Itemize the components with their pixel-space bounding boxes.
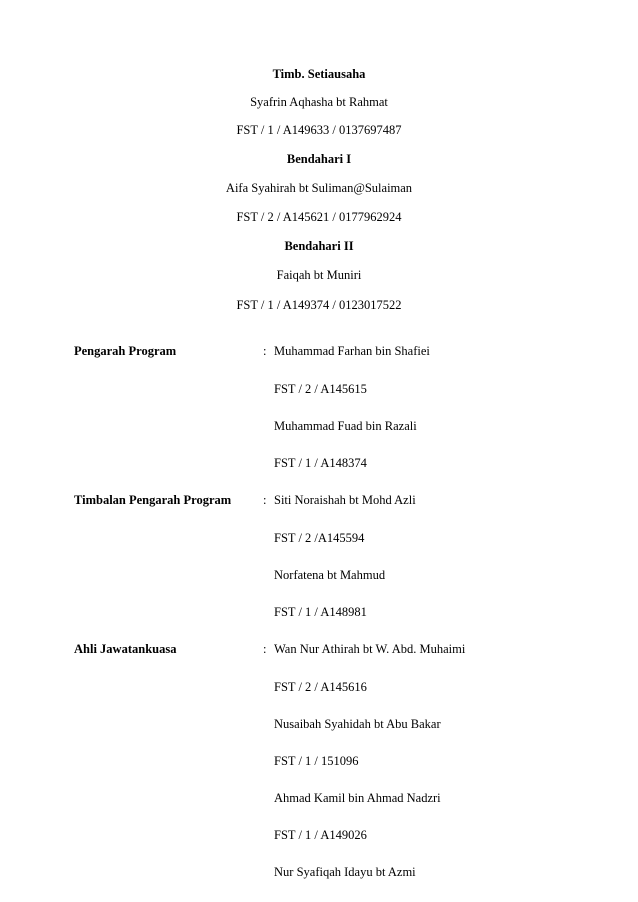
timb-setiausaha-id: FST / 1 / A149633 / 0137697487 [236,123,402,137]
timb-setiausaha-name: Syafrin Aqhasha bt Rahmat [250,95,388,109]
ajk-line-1: Wan Nur Athirah bt W. Abd. Muhaimi [274,642,466,656]
ajk-line-5: Ahmad Kamil bin Ahmad Nadzri [274,791,441,805]
timbalan-pengarah-colon: : [263,493,267,507]
pengarah-line-3: Muhammad Fuad bin Razali [274,419,417,433]
ajk-line-4: FST / 1 / 151096 [274,754,359,768]
bendahari-1-title: Bendahari I [286,152,352,166]
ajk-line-2: FST / 2 / A145616 [274,680,367,694]
timbalan-line-1: Siti Noraishah bt Mohd Azli [274,493,416,507]
ahli-jawatankuasa-colon: : [263,642,267,656]
bendahari-1-name: Aifa Syahirah bt Suliman@Sulaiman [225,181,413,195]
timbalan-line-3: Norfatena bt Mahmud [274,568,386,582]
ajk-line-7: Nur Syafiqah Idayu bt Azmi [274,865,416,879]
bendahari-1-id: FST / 2 / A145621 / 0177962924 [236,210,402,224]
ahli-jawatankuasa-label: Ahli Jawatankuasa [74,642,177,656]
ajk-line-6: FST / 1 / A149026 [274,828,367,842]
pengarah-line-1: Muhammad Farhan bin Shafiei [274,344,430,358]
timbalan-line-4: FST / 1 / A148981 [274,605,367,619]
timbalan-pengarah-label: Timbalan Pengarah Program [74,493,232,507]
ajk-line-3: Nusaibah Syahidah bt Abu Bakar [274,717,441,731]
bendahari-2-name: Faiqah bt Muniri [276,268,362,282]
pengarah-line-2: FST / 2 / A145615 [274,382,367,396]
timb-setiausaha-title: Timb. Setiausaha [272,67,366,81]
bendahari-2-id: FST / 1 / A149374 / 0123017522 [236,298,402,312]
pengarah-program-colon: : [263,344,267,358]
timbalan-line-2: FST / 2 /A145594 [274,531,365,545]
pengarah-line-4: FST / 1 / A148374 [274,456,367,470]
bendahari-2-title: Bendahari II [284,239,354,253]
pengarah-program-label: Pengarah Program [74,344,177,358]
